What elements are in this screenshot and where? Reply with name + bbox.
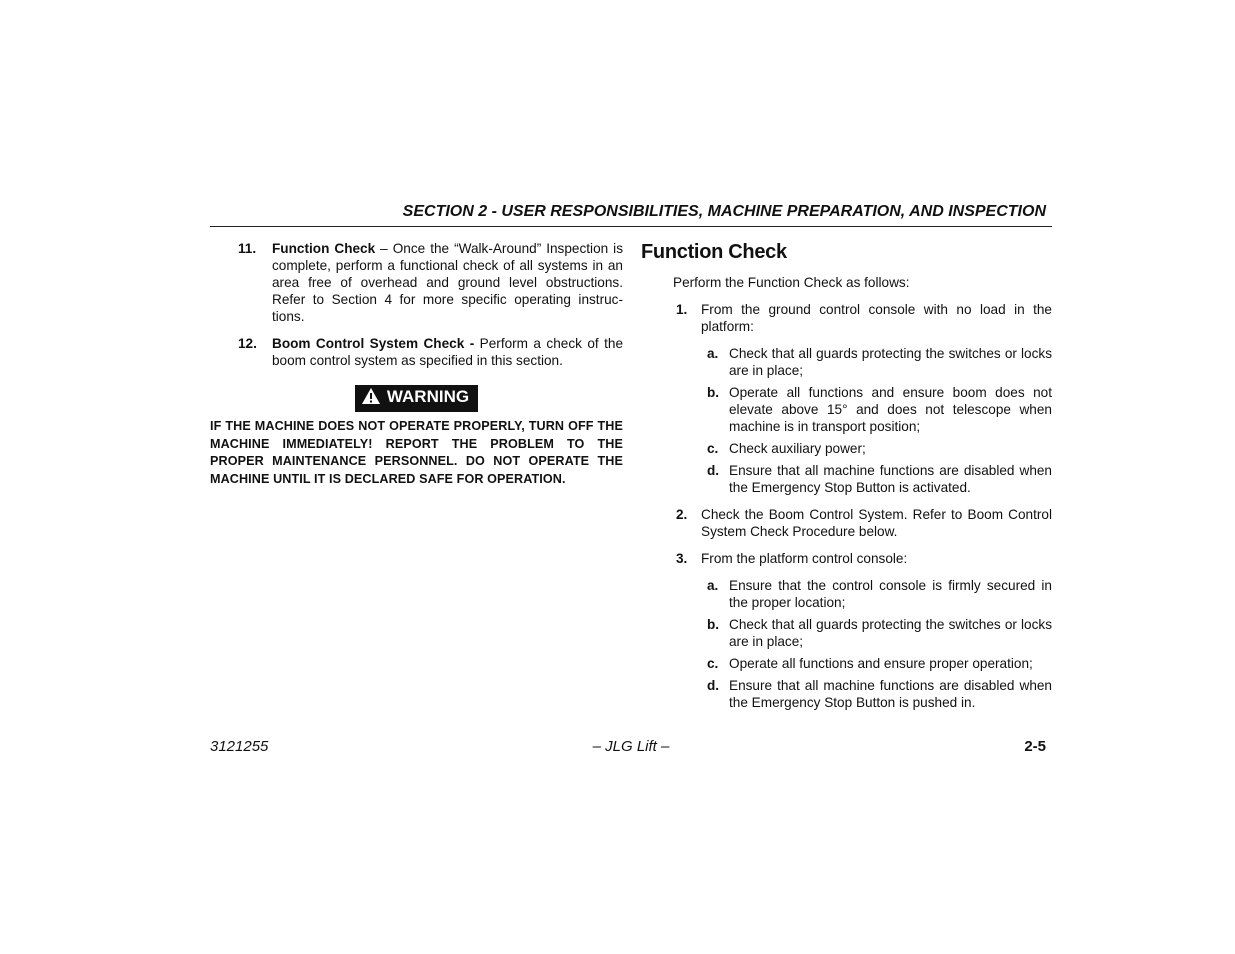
item-number: 12. <box>238 336 257 351</box>
sub-text: Operate all functions and ensure boom does not elevate above 15° and does not telescope when machine is in transport position; <box>729 385 1052 434</box>
item-text: – Once the “Walk-Around” Inspection is complete, perform a functional check of all systems in an area free of overhead and ground level obstructions. Refer to Section 4 for more specific operating instruc-tions. <box>272 241 623 324</box>
item-title: Function Check <box>272 241 376 256</box>
sub-text: Ensure that the control console is firmly secured in the proper location; <box>729 578 1052 610</box>
step-number: 3. <box>676 551 688 566</box>
left-column <box>210 240 623 488</box>
warning-label: WARNING <box>386 387 470 406</box>
sub-text: Ensure that all machine functions are disabled when the Emergency Stop Button is pushed in. <box>729 678 1052 710</box>
warning-text: IF THE MACHINE DOES NOT OPERATE PROPERLY, TURN OFF THE MACHINE IMMEDIATELY! REPORT THE PROBLEM TO THE PROPER MAINTENANCE PERSONNEL. DO NOT OPERATE THE MACHINE UNTIL IT IS DECLARED SAFE FOR OPERATION. <box>210 419 623 486</box>
list-item <box>210 240 623 325</box>
sub-letter: a. <box>707 346 719 361</box>
sub-item <box>641 677 1052 711</box>
step-number: 2. <box>676 507 688 522</box>
warning-badge <box>355 385 478 412</box>
item-number: 11. <box>238 241 257 256</box>
step-text: Check the Boom Control System. Refer to Boom Control System Check Procedure below. <box>701 507 1052 539</box>
sub-letter: a. <box>707 578 719 593</box>
sub-list <box>641 577 1052 711</box>
list-item <box>210 335 623 369</box>
sub-letter: b. <box>707 385 720 400</box>
page-header <box>210 201 1052 227</box>
page-number: 2-5 <box>1024 738 1046 755</box>
footer-center: – JLG Lift – <box>592 738 670 755</box>
sub-text: Check that all guards protecting the switches or locks are in place; <box>729 346 1052 378</box>
step-item <box>641 301 1052 496</box>
sub-text: Check auxiliary power; <box>729 441 866 456</box>
warning-block <box>210 385 623 412</box>
section-heading: Function Check <box>641 241 787 263</box>
warning-triangle-icon <box>361 387 381 411</box>
sub-list <box>641 345 1052 496</box>
item-text: Perform a check of the boom control system as specified in this section. <box>272 336 624 368</box>
intro-text: Perform the Function Check as follows: <box>673 275 910 290</box>
doc-number: 3121255 <box>210 738 269 755</box>
step-item <box>641 506 1052 540</box>
sub-letter: c. <box>707 656 719 671</box>
sub-letter: d. <box>707 678 720 693</box>
sub-item <box>641 345 1052 379</box>
sub-item <box>641 655 1052 672</box>
step-number: 1. <box>676 302 688 317</box>
sub-item <box>641 462 1052 496</box>
step-text: From the platform control console: <box>701 551 908 566</box>
right-column <box>641 240 1052 721</box>
sub-letter: c. <box>707 441 719 456</box>
sub-letter: d. <box>707 463 720 478</box>
sub-item <box>641 577 1052 611</box>
sub-text: Ensure that all machine functions are disabled when the Emergency Stop Button is activated. <box>729 463 1052 495</box>
section-title: SECTION 2 - USER RESPONSIBILITIES, MACHINE PREPARATION, AND INSPECTION <box>402 203 1046 220</box>
step-text: From the ground control console with no load in the platform: <box>701 302 1052 334</box>
sub-item <box>641 616 1052 650</box>
sub-letter: b. <box>707 617 720 632</box>
item-title: Boom Control System Check - <box>272 336 475 351</box>
sub-item <box>641 440 1052 457</box>
page-footer <box>210 738 1052 758</box>
sub-text: Operate all functions and ensure proper operation; <box>729 656 1033 671</box>
sub-item <box>641 384 1052 435</box>
sub-text: Check that all guards protecting the switches or locks are in place; <box>729 617 1052 649</box>
step-item <box>641 550 1052 711</box>
